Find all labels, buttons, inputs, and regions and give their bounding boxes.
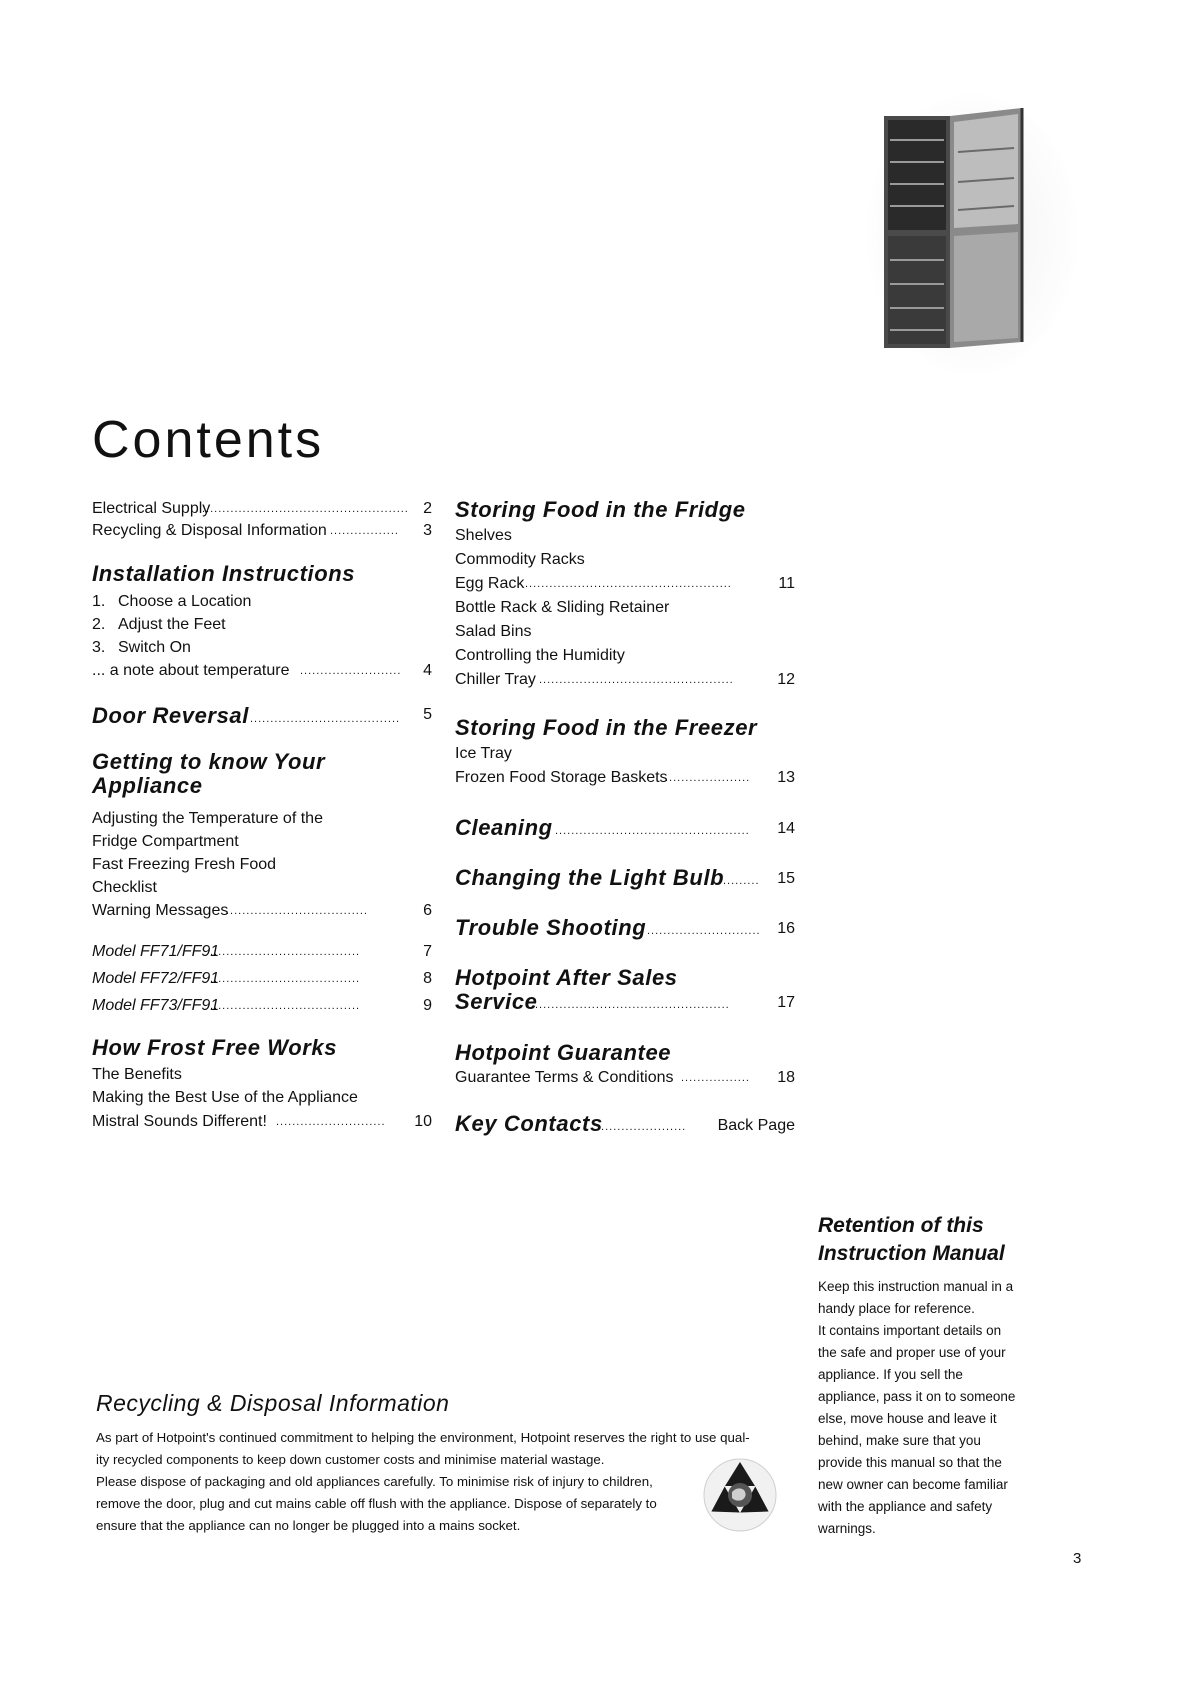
- toc-entry-label: Model FF72/FF91: [92, 970, 220, 987]
- recycling-title: Recycling & Disposal Information: [96, 1390, 450, 1416]
- retention-line: appliance. If you sell the: [818, 1367, 963, 1382]
- toc-entry[interactable]: [92, 591, 432, 613]
- toc-entry-page: 5: [423, 706, 432, 723]
- toc-entry[interactable]: [92, 637, 432, 659]
- toc-entry-label: Recycling & Disposal Information: [92, 522, 327, 539]
- toc-entry[interactable]: [92, 900, 432, 922]
- toc-entry-page: 8: [423, 970, 432, 987]
- toc-entry-label: Mistral Sounds Different!: [92, 1113, 267, 1130]
- toc-entry[interactable]: [92, 808, 432, 830]
- toc-section-heading[interactable]: How Frost Free Works: [92, 1035, 338, 1060]
- toc-entry-label: Switch On: [118, 639, 191, 656]
- retention-line: It contains important details on: [818, 1323, 1002, 1338]
- retention-line: handy place for reference.: [818, 1301, 975, 1316]
- recycling-line: remove the door, plug and cut mains cable off flush with the appliance. Dispose of separately to: [96, 1496, 657, 1511]
- toc-entry-label: Fast Freezing Fresh Food: [92, 856, 277, 873]
- recycling-body: [96, 1427, 796, 1537]
- dot-leader: ......................: [597, 1121, 687, 1133]
- toc-entry-label: Shelves: [455, 527, 512, 544]
- toc-entry-page: 7: [423, 943, 432, 960]
- retention-line: the safe and proper use of your: [818, 1345, 1006, 1360]
- toc-entry[interactable]: [455, 767, 795, 789]
- toc-entry[interactable]: [455, 525, 795, 547]
- toc-entry-label: Commodity Racks: [455, 551, 585, 568]
- toc-entry-label: Checklist: [92, 879, 157, 896]
- toc-entry-label: Adjust the Feet: [118, 616, 226, 633]
- retention-line: Keep this instruction manual in a: [818, 1279, 1014, 1294]
- dot-leader: .....................................: [210, 1000, 361, 1012]
- retention-title: [818, 1212, 1043, 1268]
- toc-entry[interactable]: [92, 854, 432, 876]
- retention-line: else, move house and leave it: [818, 1411, 997, 1426]
- fridge-freezer-image: [862, 92, 1082, 377]
- toc-section-heading[interactable]: Getting to know Your: [92, 749, 326, 774]
- toc-entry[interactable]: [455, 1067, 795, 1089]
- toc-entry-label: Controlling the Humidity: [455, 647, 625, 664]
- toc-entry[interactable]: [92, 660, 432, 682]
- dot-leader: ............................: [647, 925, 761, 937]
- toc-entry[interactable]: [455, 916, 795, 942]
- toc-entry-page: 11: [778, 575, 795, 592]
- toc-entry[interactable]: [92, 520, 432, 542]
- toc-entry[interactable]: [455, 573, 795, 595]
- toc-entry[interactable]: [455, 1112, 795, 1138]
- toc-entry-page: 15: [777, 870, 795, 887]
- toc-section-heading: Door Reversal: [92, 703, 249, 728]
- toc-entry[interactable]: [455, 549, 795, 571]
- toc-entry[interactable]: [92, 704, 432, 730]
- toc-entry-label: Model FF73/FF91: [92, 997, 220, 1014]
- toc-entry[interactable]: [455, 621, 795, 643]
- dot-leader: .........................: [300, 665, 402, 677]
- toc-entry[interactable]: [92, 1111, 432, 1133]
- retention-line: appliance, pass it on to someone: [818, 1389, 1016, 1404]
- toc-entry-page: Back Page: [717, 1117, 795, 1134]
- toc-entry[interactable]: [92, 877, 432, 899]
- toc-section-heading: Changing the Light Bulb: [455, 865, 725, 890]
- step-number: 1.: [92, 593, 106, 610]
- retention-title-line: Retention of this: [818, 1214, 984, 1237]
- toc-entry-page: 10: [414, 1113, 432, 1130]
- toc-entry-page: 17: [777, 994, 795, 1011]
- dot-leader: ...........................: [276, 1116, 386, 1128]
- toc-entry-label: Bottle Rack & Sliding Retainer: [455, 599, 670, 616]
- recycling-line: As part of Hotpoint's continued commitment to helping the environment, Hotpoint reserves the right to use qual-: [96, 1430, 750, 1445]
- dot-leader: .........: [723, 875, 760, 887]
- dot-leader: ...................................: [226, 905, 368, 917]
- dot-leader: .................: [330, 525, 399, 537]
- toc-entry[interactable]: [455, 669, 795, 691]
- toc-section-heading[interactable]: Hotpoint Guarantee: [455, 1040, 672, 1065]
- dot-leader: ................................................: [539, 674, 734, 686]
- retention-line: provide this manual so that the: [818, 1455, 1002, 1470]
- toc-entry-label: Frozen Food Storage Baskets: [455, 769, 668, 786]
- dot-leader: .....................................: [210, 946, 361, 958]
- toc-entry-label: Fridge Compartment: [92, 833, 239, 850]
- toc-entry-page: 12: [777, 671, 795, 688]
- step-number: 3.: [92, 639, 106, 656]
- toc-entry-label: Salad Bins: [455, 623, 532, 640]
- dot-leader: .................: [681, 1072, 750, 1084]
- recycle-globe-icon: [700, 1450, 780, 1540]
- page-title: Contents: [92, 411, 325, 469]
- toc-section-heading[interactable]: Storing Food in the Fridge: [455, 497, 746, 522]
- toc-entry-label: Warning Messages: [92, 902, 229, 919]
- toc-entry-page: 6: [423, 902, 432, 919]
- toc-entry-page: 14: [777, 820, 795, 837]
- toc-entry-label: Guarantee Terms & Conditions: [455, 1069, 674, 1086]
- recycling-section: [96, 1390, 796, 1537]
- toc-section-heading[interactable]: Storing Food in the Freezer: [455, 715, 758, 740]
- step-number: 2.: [92, 616, 106, 633]
- toc-entry-label: Chiller Tray: [455, 671, 536, 688]
- toc-section-heading[interactable]: Installation Instructions: [92, 561, 356, 586]
- toc-entry-label: Egg Rack: [455, 575, 525, 592]
- toc-section-heading-line2[interactable]: Appliance: [92, 773, 203, 798]
- toc-entry-label: The Benefits: [92, 1066, 182, 1083]
- toc-entry[interactable]: [455, 866, 795, 892]
- toc-entry-page: 2: [423, 500, 432, 517]
- dot-leader: ...................................................: [202, 503, 409, 515]
- toc-entry[interactable]: [92, 968, 432, 990]
- toc-entry-label: Making the Best Use of the Appliance: [92, 1089, 358, 1106]
- toc-entry[interactable]: [455, 990, 795, 1016]
- recycling-line: ensure that the appliance can no longer be plugged into a mains socket.: [96, 1518, 521, 1533]
- recycling-line: ity recycled components to keep down customer costs and minimise material wastage.: [96, 1452, 605, 1467]
- toc-entry[interactable]: [455, 816, 795, 842]
- toc-section-heading: Key Contacts: [455, 1111, 603, 1136]
- toc-entry[interactable]: [92, 995, 432, 1017]
- toc-entry-page: 18: [777, 1069, 795, 1086]
- toc-section-heading[interactable]: Hotpoint After Sales: [455, 965, 678, 990]
- toc-section-heading: Trouble Shooting: [455, 915, 647, 940]
- toc-entry[interactable]: [92, 498, 432, 520]
- retention-line: warnings.: [818, 1521, 876, 1536]
- toc-entry[interactable]: [455, 743, 795, 765]
- retention-title-line: Instruction Manual: [818, 1242, 1005, 1265]
- dot-leader: .....................................: [210, 973, 361, 985]
- toc-entry-label: Choose a Location: [118, 593, 252, 610]
- toc-section-heading-line2: Service: [455, 989, 538, 1014]
- toc-entry-page: 16: [777, 920, 795, 937]
- toc-section-heading: Cleaning: [455, 815, 553, 840]
- retention-body: [818, 1276, 1043, 1540]
- page-number: 3: [1073, 1550, 1082, 1567]
- retention-line: with the appliance and safety: [818, 1499, 993, 1514]
- toc-entry-page: 13: [777, 769, 795, 786]
- toc-entry-label: Adjusting the Temperature of the: [92, 810, 323, 827]
- toc-entry-label: Model FF71/FF91: [92, 943, 220, 960]
- dot-leader: ................................................: [555, 825, 750, 837]
- retention-line: new owner can become familiar: [818, 1477, 1008, 1492]
- toc-entry-label: ... a note about temperature: [92, 662, 290, 679]
- dot-leader: ...................................................: [525, 578, 732, 590]
- toc-entry[interactable]: [92, 941, 432, 963]
- toc-entry[interactable]: [92, 1064, 432, 1086]
- toc-entry[interactable]: [455, 645, 795, 667]
- toc-entry[interactable]: [92, 831, 432, 853]
- retention-line: behind, make sure that you: [818, 1433, 981, 1448]
- toc-entry[interactable]: [455, 597, 795, 619]
- toc-entry-page: 9: [423, 997, 432, 1014]
- dot-leader: .....................................: [250, 713, 401, 725]
- dot-leader: ................................................: [535, 999, 730, 1011]
- toc-entry[interactable]: [92, 1087, 432, 1109]
- retention-note: [818, 1212, 1043, 1540]
- toc-entry-page: 3: [423, 522, 432, 539]
- recycling-line: Please dispose of packaging and old appliances carefully. To minimise risk of injury to children,: [96, 1474, 653, 1489]
- toc-entry[interactable]: [92, 614, 432, 636]
- toc-entry-label: Electrical Supply: [92, 500, 211, 517]
- dot-leader: .....................: [665, 772, 751, 784]
- toc-entry-label: Ice Tray: [455, 745, 512, 762]
- toc-entry-page: 4: [423, 662, 432, 679]
